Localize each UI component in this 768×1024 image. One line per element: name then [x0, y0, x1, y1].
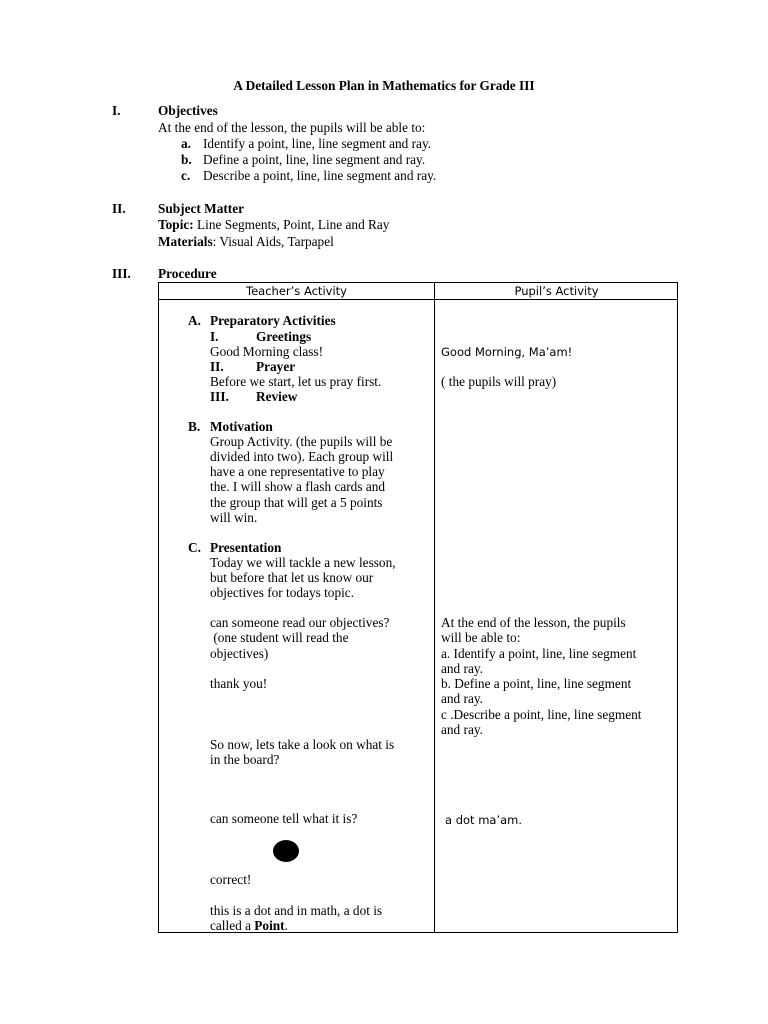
- pupil-objectives-line: At the end of the lesson, the pupils: [441, 615, 626, 630]
- teacher-thanks: thank you!: [210, 676, 268, 691]
- substep-prayer: Prayer: [256, 359, 296, 374]
- point-dot-illustration: [273, 840, 299, 862]
- dot-explanation-line: [210, 918, 288, 933]
- topic-label: Topic:: [158, 217, 194, 232]
- motivation-line: divided into two). Each group will: [210, 449, 394, 464]
- topic-value: Line Segments, Point, Line and Ray: [197, 217, 390, 232]
- materials-value: : Visual Aids, Tarpapel: [212, 234, 334, 249]
- column-divider: [434, 283, 435, 932]
- dot-explanation-prefix: called a: [210, 918, 255, 933]
- step-heading-preparatory: Preparatory Activities: [210, 313, 336, 328]
- materials-line: [158, 234, 334, 249]
- teacher-prayer: Before we start, let us pray first.: [210, 374, 382, 389]
- step-heading-presentation: Presentation: [210, 540, 282, 555]
- motivation-line: have a one representative to play: [210, 464, 385, 479]
- motivation-line: will win.: [210, 510, 258, 525]
- section-heading-procedure: Procedure: [158, 266, 217, 281]
- pupil-objectives-line: b. Define a point, line, line segment: [441, 676, 632, 691]
- read-objectives-line: objectives): [210, 646, 269, 661]
- objectives-intro: At the end of the lesson, the pupils will be able to:: [158, 120, 426, 135]
- substep-num: III.: [210, 389, 229, 404]
- pupil-objectives-line: and ray.: [441, 722, 483, 737]
- step-letter: C.: [188, 540, 201, 555]
- look-board-line: in the board?: [210, 752, 280, 767]
- col-header-pupil: Pupil’s Activity: [514, 284, 599, 298]
- teacher-greeting: Good Morning class!: [210, 344, 324, 359]
- step-heading-motivation: Motivation: [210, 419, 273, 434]
- pupil-objectives-line: c .Describe a point, line, line segment: [441, 707, 642, 722]
- objective-letter: b.: [181, 152, 192, 167]
- objective-item: Identify a point, line, line segment and ray.: [203, 136, 432, 151]
- objective-item: Define a point, line, line segment and ray.: [203, 152, 426, 167]
- point-term: Point: [254, 918, 285, 933]
- pupil-objectives-line: and ray.: [441, 691, 483, 706]
- pupil-dot-answer: a dot ma’am.: [445, 813, 523, 827]
- step-letter: B.: [188, 419, 201, 434]
- section-num-procedure: III.: [112, 266, 131, 281]
- pupil-greeting: Good Morning, Ma’am!: [441, 345, 573, 359]
- substep-greetings: Greetings: [256, 329, 312, 344]
- look-board-line: So now, lets take a look on what is: [210, 737, 395, 752]
- motivation-line: the. I will show a flash cards and: [210, 479, 386, 494]
- dot-explanation-suffix: .: [284, 918, 288, 933]
- substep-num: II.: [210, 359, 224, 374]
- presentation-line: but before that let us know our: [210, 570, 374, 585]
- pupil-objectives-line: a. Identify a point, line, line segment: [441, 646, 637, 661]
- col-header-teacher: Teacher’s Activity: [246, 284, 347, 298]
- presentation-line: Today we will tackle a new lesson,: [210, 555, 396, 570]
- tell-what-line: can someone tell what it is?: [210, 811, 358, 826]
- section-num-subject: II.: [112, 201, 126, 216]
- dot-explanation-line: this is a dot and in math, a dot is: [210, 903, 383, 918]
- pupil-objectives-line: will be able to:: [441, 630, 521, 645]
- objective-letter: a.: [181, 136, 191, 151]
- section-heading-subject: Subject Matter: [158, 201, 245, 216]
- objective-item: Describe a point, line, line segment and ray.: [203, 168, 437, 183]
- teacher-correct: correct!: [210, 872, 252, 887]
- section-num-objectives: I.: [112, 103, 121, 118]
- section-heading-objectives: Objectives: [158, 103, 218, 118]
- pupil-objectives-line: and ray.: [441, 661, 483, 676]
- motivation-line: Group Activity. (the pupils will be: [210, 434, 393, 449]
- header-divider: [159, 299, 677, 300]
- topic-line: [158, 217, 389, 232]
- objective-letter: c.: [181, 168, 191, 183]
- read-objectives-line: (one student will read the: [210, 630, 349, 645]
- materials-label: Materials: [158, 234, 213, 249]
- pupil-pray: ( the pupils will pray): [441, 374, 557, 389]
- read-objectives-line: can someone read our objectives?: [210, 615, 390, 630]
- presentation-line: objectives for todays topic.: [210, 585, 355, 600]
- step-letter: A.: [188, 313, 201, 328]
- page-title: A Detailed Lesson Plan in Mathematics for Grade III: [233, 78, 535, 93]
- substep-review: Review: [256, 389, 298, 404]
- substep-num: I.: [210, 329, 219, 344]
- motivation-line: the group that will get a 5 points: [210, 495, 383, 510]
